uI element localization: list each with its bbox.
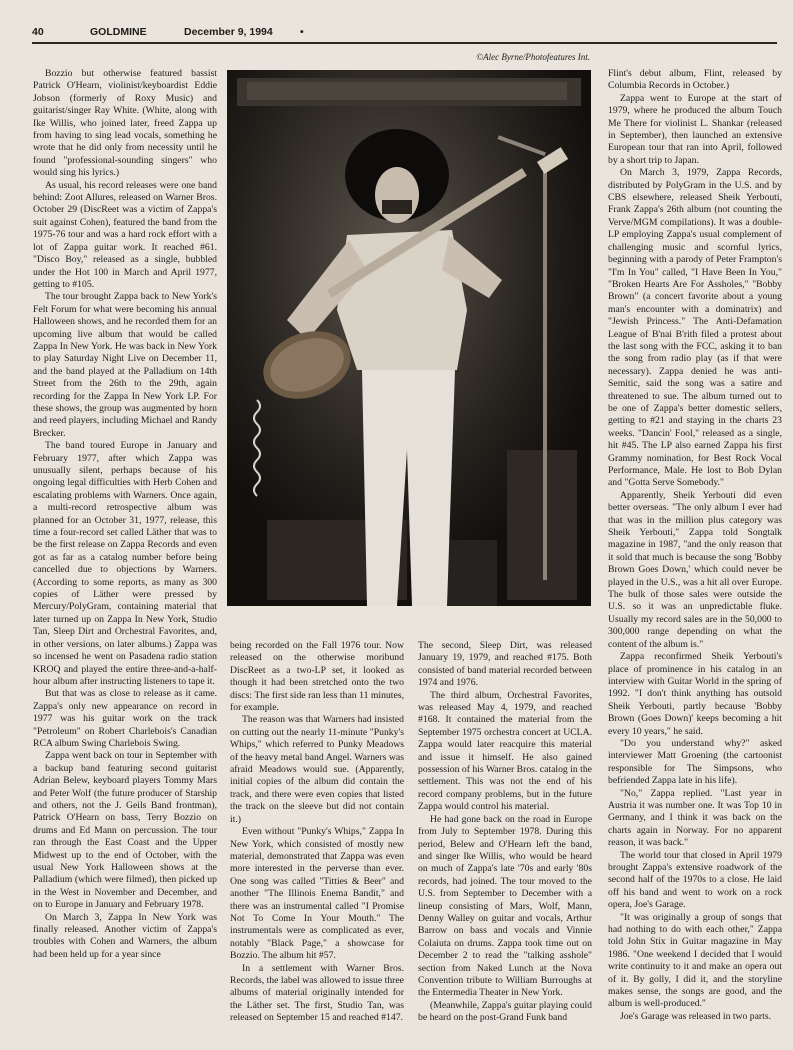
article-paragraph: The third album, Orchestral Favorites, was released May 4, 1979, and reached #168. It contained the material from the September 1975 orchestra concert at UCLA. Zappa would later reacquire this material and issue it himself. He also gained possession of his Warner Bros. catalog in the settlement. This was not the end of his record company problems, but in the future Zappa would control his material. [418, 689, 592, 813]
article-paragraph: Zappa reconfirmed Sheik Yerbouti's place of prominence in his catalog in an interview with Guitar World in the spring of 1992. "I don't think anything has outsold Sheik Yerbouti, partly because 'Bobby Brown (Goes Down)' keeps becoming a hit every 10 years," he said. [608, 651, 782, 737]
page-number: 40 [32, 26, 44, 38]
article-paragraph: Apparently, Sheik Yerbouti did even better overseas. "The only album I ever had that was in the million plus category was Sheik Yerbouti," Zappa told Songtalk magazine in 1987, "and the only reason that it sold that much is because the song 'Bobby Brown Goes Down,' which could never be played in the U.S., was a hit all over Europe. The bulk of those sales were outside the U.S. so it was an unpredictable fluke. Usually my record sales are in the 50,000 to 300,000 range depending on what the content of the album is." [608, 489, 782, 650]
article-column-3 [418, 640, 592, 1040]
article-paragraph: On March 3, Zappa In New York was finally released. Another victim of Zappa's troubles with Cohen and Warners, the album had been held up for a year since [33, 911, 217, 960]
article-paragraph: The second, Sleep Dirt, was released January 19, 1979, and reached #175. Both consisted of band material recorded between 1974 and 1976. [418, 640, 592, 689]
article-paragraph: On March 3, 1979, Zappa Records, distributed by PolyGram in the U.S. and by CBS elsewhere, released Sheik Yerbouti, Frank Zappa's 26th album (not counting the Verve/MGM compilations). It was a double-LP employing Zappa's usual complement of challenging music and scornful lyrics, beginning with a parody of Peter Frampton's "I'm In You" called, "I Have Been In You," "Broken Hearts Are For Assholes," "Bobby Brown" (a concert favorite about a young man's encounter with a dominatrix) and "Jewish Princess." The Anti-Defamation League of B'nai B'rith filed a protest about the last song with the FCC, asking it to ban the song from radio play (as if that were necessary). Zappa denied he was anti-Semitic, said the song was a satire and threatened to sue. The album turned out to be one of Zappa's better domestic sellers, getting to #21 and staying in the charts 23 weeks. "Dancin' Fool," released as a single, hit #45. The LP also earned Zappa his first Grammy nomination, for Best Rock Vocal Performance, Male. He lost to Bob Dylan and "Gotta Serve Somebody." [608, 167, 782, 489]
photo-credit: ©Alec Byrne/Photofeatures Int. [476, 52, 590, 62]
header-bullet: • [300, 26, 304, 38]
article-paragraph: The tour brought Zappa back to New York's Felt Forum for what were becoming his annual Halloween shows, and he recorded them for an upcoming live album that would be called Zappa In New York. He was back in New York to play Saturday Night Live on December 11, and the band played at the Palladium on 14th Street from the 26th to the 29th, again recording for the Zappa In New York LP. For these shows, the group was augmented by horn and reed players, including Michael and Randy Brecker. [33, 291, 217, 439]
article-paragraph: Even without "Punky's Whips," Zappa In New York, which consisted of mostly new material, demonstrated that Zappa was even more interested in the perverse than ever. One song was called "Titties & Beer" and another "The Illinois Enema Bandit," and there was an instrumental called "I Promise Not To Come In Your Mouth." The instrumentals were as complicated as ever, notably "Black Page," a showcase for Bozzio. The album hit #57. [230, 826, 404, 962]
concert-photo [227, 70, 591, 606]
article-paragraph: "It was originally a group of songs that had nothing to do with each other," Zappa told John Stix in Guitar magazine in May 1986. "One weekend I decided that I would write continuity to it and make an opera out of it. By golly, I did it, and the storyline makes sense, the songs are good, and the album is well-produced." [608, 911, 782, 1010]
article-paragraph: As usual, his record releases were one band behind: Zoot Allures, released on Warner Bros. October 29 (DiscReet was a victim of Zappa's suit against Cohen), featured the band from the 1975-76 tour and was a hard rock effort with a lot of Zappa guitar work. It reached #61. "Disco Boy," released as a single, bubbled under the Hot 100 in March and April 1977, getting to #105. [33, 179, 217, 290]
article-column-1 [33, 68, 217, 1038]
article-paragraph: Joe's Garage was released in two parts. [620, 1010, 772, 1022]
article-paragraph: Flint's debut album, Flint, released by Columbia Records in October.) [608, 68, 782, 92]
article-paragraph: In a settlement with Warner Bros. Records, the label was allowed to issue three albums of material originally intended for the Läther set. The first, Studio Tan, was released on September 15 and reached #147. [230, 962, 404, 1024]
article-paragraph: The reason was that Warners had insisted on cutting out the nearly 11-minute "Punky's Whips," which referred to Punky Meadows of the heavy metal band Angel. Warners was afraid Meadows would sue. (Apparently, initial copies of the album did contain the track, and there were even copies that listed the track on the sleeve but did not contain it.) [230, 714, 404, 825]
page-header [32, 24, 777, 42]
article-paragraph: Zappa went back on tour in September with a backup band featuring second guitarist Adrian Belew, keyboard players Tommy Mars and Peter Wolf (the future producer of Starship and others, not the J. Geils Band frontman), Patrick O'Hearn on bass, Terry Bozzio on drums and Ed Mann on percussion. The tour ran through the East Coast and the Upper Midwest up to the end of October, with the usual New York Halloween shows at the Palladium (which were filmed), then picked up in the West in November and December, and on to Europe in January and February 1978. [33, 750, 217, 911]
article-paragraph: The band toured Europe in January and February 1977, after which Zappa was unusually silent, perhaps because of his ongoing legal difficulties with Herb Cohen and escalating problems with Warners. Once again, a multi-record retrospective album was planned for an October 31, 1977, release, this time a four-record set called Läther that was to be the first release on Zappa Records and even got as far as a catalog number before being cancelled due to objections by Warners. (According to some reports, as many as 300 copies of Läther were pressed by Mercury/PolyGram, containing material that later turned up on Zappa In New York, Studio Tan, Sleep Dirt and Orchestral Favorites, and, in other versions, on later albums.) Zappa was so incensed he went on Pasadena radio station KROQ and played the entire three-and-a-half-hour album after instructing listeners to tape it. [33, 440, 217, 687]
article-paragraph: But that was as close to release as it came. Zappa's only new appearance on record in 1977 was his guitar work on the track "Petroleum" on Robert Charlebois's Canadian RCA album Swing Charlebois Swing. [33, 688, 217, 749]
article-paragraph: He had gone back on the road in Europe from July to September 1978. During this period, Belew and O'Hearn left the band, and singer Ike Willis, who would be heard on much of Zappa's late '70s and early '80s records, had joined. The tour moved to the U.S. from September to December with a lineup consisting of Mars, Wolf, Mann, Denny Walley on guitar and vocals, Arthur Barrow on bass and vocals and Vinnie Colaiuta on drums. Zappa took time out on December 2 to read the "talking asshole" section from Naked Lunch at the Nova Convention tribute to William Burroughs at the Entermedia Theater in New York. [418, 813, 592, 999]
article-paragraph: Bozzio but otherwise featured bassist Patrick O'Hearn, violinist/keyboardist Eddie Jobson (formerly of Roxy Music) and guitarist/singer Ray White. (White, along with Ike Willis, who joined later, freed Zappa up from having to sing lead vocals, something he wrote that he did only from necessity until he found "professional-sounding singers" who would sing his lyrics.) [33, 68, 217, 179]
article-column-2 [230, 640, 404, 1040]
article-column-4 [608, 68, 782, 1038]
article-paragraph: being recorded on the Fall 1976 tour. Now released on the otherwise moribund DiscReet as a two-LP set, it looked as though it had been stretched onto the two discs: The first side ran less than 11 minutes, for example. [230, 640, 404, 714]
article-paragraph: "No," Zappa replied. "Last year in Austria it was number one. It was Top 10 in Germany, and I think it was back on the charts again in Norway. For no apparent reason, it was back." [608, 787, 782, 849]
issue-date: December 9, 1994 [184, 26, 273, 38]
header-rule [32, 42, 777, 44]
publication-name: GOLDMINE [90, 26, 147, 38]
article-paragraph: Zappa went to Europe at the start of 1979, where he produced the album Touch Me There for violinist L. Shankar (released in September), then launched an extensive European tour that ran into April, followed by a short trip to Japan. [608, 92, 782, 166]
article-paragraph: (Meanwhile, Zappa's guitar playing could be heard on the post-Grand Funk band [418, 999, 592, 1024]
article-paragraph: The world tour that closed in April 1979 brought Zappa's extensive roadwork of the second half of the 1970s to a close. He laid off his band and went to work on a rock opera, Joe's Garage. [608, 849, 782, 911]
article-paragraph: "Do you understand why?" asked interviewer Matt Groening (the cartoonist responsible for The Simpsons, who befriended Zappa late in his life). [608, 737, 782, 787]
